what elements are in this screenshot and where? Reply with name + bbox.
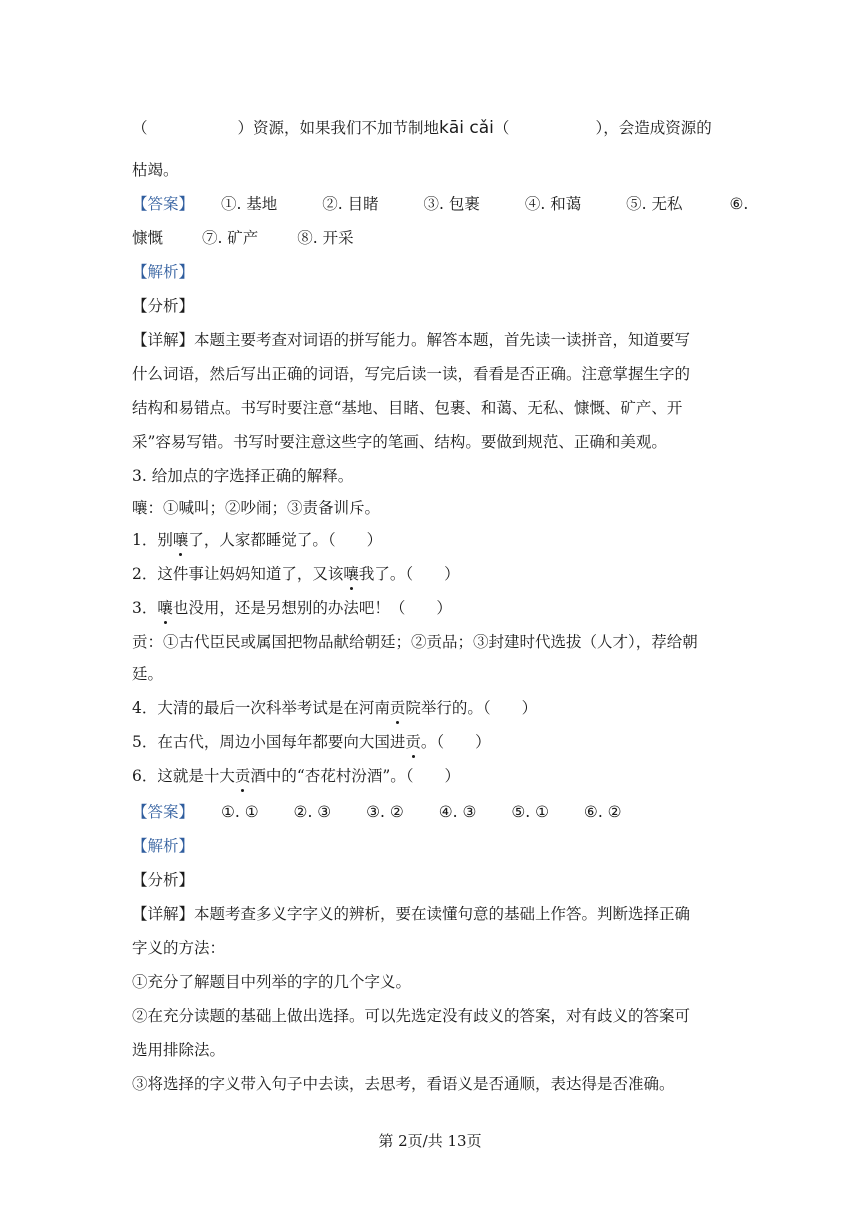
text-fragment: ）资源，如果我们不加节制地 (237, 119, 440, 137)
detail-line: 【详解】本题主要考查对词语的拼写能力。解答本题，首先读一读拼音，知道要写 (132, 331, 691, 349)
definition-gong-cont: 廷。 (132, 665, 164, 683)
text-fragment: ），会造成资源的 (595, 119, 712, 137)
detail-line: 什么词语，然后写出正确的词语，写完后读一读，看看是否正确。注意掌握生字的 (132, 365, 691, 383)
detail-line: 结构和易错点。书写时要注意“基地、目睹、包裹、和蔼、无私、慷慨、矿产、开 (132, 399, 683, 417)
answer-item: ⑤. ① (511, 803, 549, 821)
sentence-6: 6．这就是十大贡酒中的“杏花村汾酒”。（ ） (132, 764, 460, 786)
sentence-2: 2．这件事让妈妈知道了，又该嚷我了。（ ） (132, 562, 460, 584)
dotted-character: 贡 (405, 730, 421, 752)
answer-label: 【答案】 (132, 195, 195, 213)
answer-item: ③. 包裹 (423, 195, 480, 213)
dotted-character: 嚷 (157, 596, 173, 618)
answer-label: 【答案】 (132, 803, 195, 821)
detail-line: 字义的方法： (132, 939, 226, 957)
analysis-subheading: 【分析】 (132, 297, 195, 315)
detail-line: ③将选择的字义带入句子中去读，去思考，看语义是否通顺，表达得是否准确。 (132, 1075, 675, 1093)
analysis-heading: 【解析】 (132, 263, 195, 281)
detail-line: 采”容易写错。书写时要注意这些字的笔画、结构。要做到规范、正确和美观。 (132, 433, 667, 451)
answer-item: ⑦. 矿产 (201, 229, 259, 247)
answer-line-1 (132, 192, 748, 214)
answer-item: 慷慨 (132, 229, 164, 247)
text-line: 枯竭。 (132, 161, 179, 179)
page-footer: 第 2页/共 13页 (378, 1132, 482, 1150)
sentence-5: 5．在古代，周边小国每年都要向大国进贡。（ ） (132, 730, 491, 752)
analysis-subheading: 【分析】 (132, 871, 195, 889)
answer-item: ③. ② (366, 803, 404, 821)
detail-line: 选用排除法。 (132, 1041, 226, 1059)
analysis-heading: 【解析】 (132, 837, 195, 855)
open-paren: （ (493, 119, 510, 137)
detail-line: 【详解】本题考查多义字字义的辨析，要在读懂句意的基础上作答。判断选择正确 (132, 905, 691, 923)
dotted-character: 嚷 (173, 528, 189, 550)
detail-line: ②在充分读题的基础上做出选择。可以先选定没有歧义的答案，对有歧义的答案可 (132, 1007, 691, 1025)
sentence-1: 1．别嚷了，人家都睡觉了。（ ） (132, 528, 382, 550)
sentence-3: 3．嚷也没用，还是另想别的办法吧！（ ） (132, 596, 452, 618)
open-paren: （ (132, 119, 148, 137)
question-title: 3. 给加点的字选择正确的解释。 (132, 467, 354, 485)
answer-line-2 (132, 226, 354, 248)
dotted-character: 贡 (390, 696, 406, 718)
answer-item: ②. 目睹 (322, 195, 379, 213)
answer-line-3 (132, 800, 622, 822)
answer-item: ⑤. 无私 (626, 195, 683, 213)
answer-item: ⑥. ② (583, 803, 622, 821)
answer-item: ①. 基地 (220, 195, 278, 213)
dotted-character: 嚷 (343, 562, 359, 584)
detail-line: ①充分了解题目中列举的字的几个字义。 (132, 973, 412, 991)
answer-item: ⑧. 开采 (297, 229, 354, 247)
definition-rang: 嚷：①喊叫；②吵闹；③责备训斥。 (132, 499, 381, 517)
pinyin-blank-line (132, 116, 712, 138)
pinyin-prompt: kāi cǎi (439, 118, 494, 138)
answer-item: ⑥. (729, 195, 749, 213)
answer-item: ①. ① (220, 803, 259, 821)
answer-item: ②. ③ (293, 803, 332, 821)
answer-item: ④. 和蔼 (524, 195, 582, 213)
sentence-4: 4．大清的最后一次科举考试是在河南贡院举行的。（ ） (132, 696, 537, 718)
dotted-character: 贡 (235, 764, 251, 786)
definition-gong: 贡：①古代臣民或属国把物品献给朝廷；②贡品；③封建时代选拔（人才），荐给朝 (132, 633, 698, 651)
answer-item: ④. ③ (438, 803, 477, 821)
